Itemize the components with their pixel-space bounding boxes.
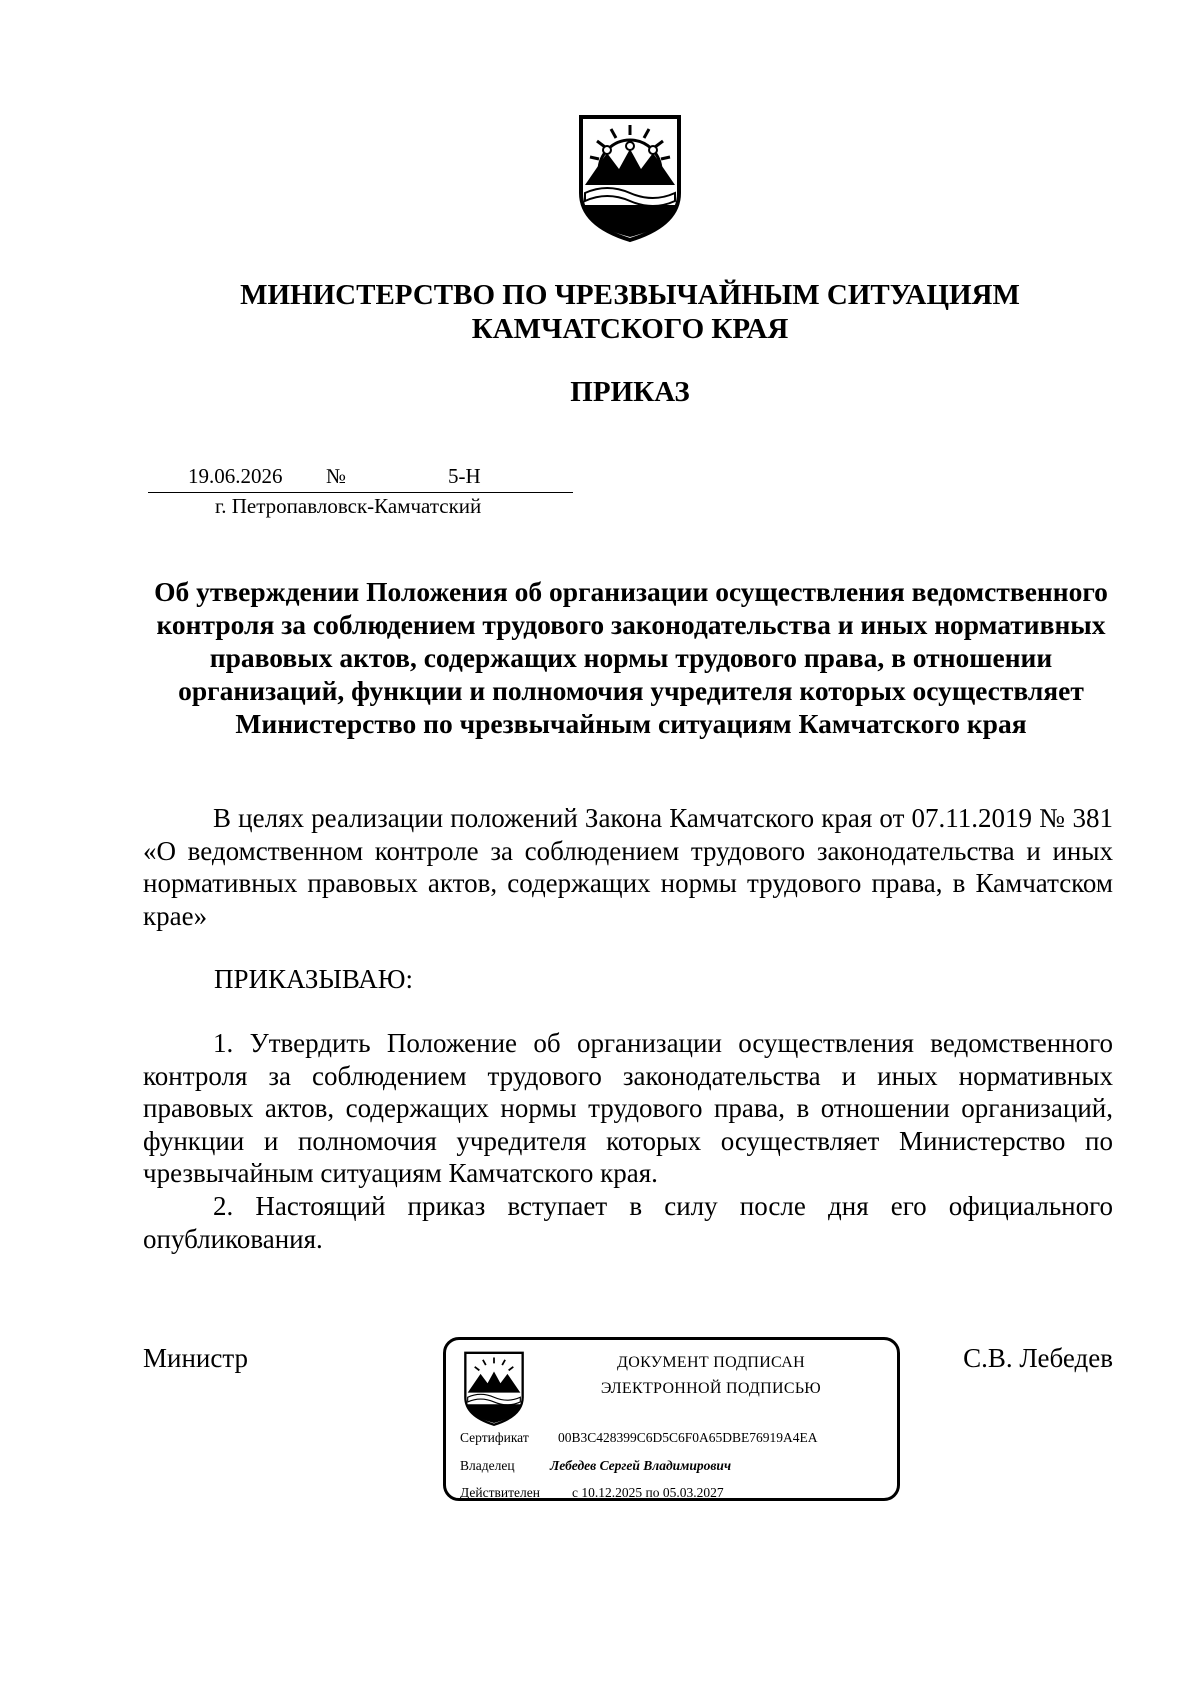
order-item-1: 1. Утвердить Положение об организации осуществления ведомственного контроля за соблюдением трудового законодательства и иных нормативных правовых актов, содержащих нормы трудового права, в отношении организаций, функции и полномочия учредителя которых осуществляет Министерство по чрезвычайным ситуациям Камчатского края. (143, 1028, 1113, 1188)
ministry-line-2: КАМЧАТСКОГО КРАЯ (471, 313, 789, 345)
order-number: 5-Н (448, 464, 481, 488)
stamp-certificate-row (460, 1430, 818, 1446)
certificate-label: Сертификат (460, 1430, 529, 1445)
kamchatka-coat-of-arms-icon (577, 113, 683, 243)
signer-name: С.В. Лебедев (963, 1343, 1113, 1373)
stamp-line-2: ЭЛЕКТРОННОЙ ПОДПИСЬЮ (600, 1380, 822, 1397)
stamp-owner-row (460, 1458, 732, 1474)
signer-position: Министр (143, 1343, 248, 1373)
order-item-2: 2. Настоящий приказ вступает в силу после дня его официального опубликования. (143, 1191, 1113, 1254)
document-type: ПРИКАЗ (570, 376, 690, 408)
number-sign: № (326, 464, 347, 488)
order-date: 19.06.2026 (188, 464, 283, 488)
owner-label: Владелец (460, 1458, 515, 1473)
order-date-number-line (148, 464, 573, 493)
electronic-signature-stamp (443, 1337, 900, 1501)
ministry-name (0, 278, 1200, 346)
validity-label: Действителен (460, 1485, 540, 1500)
owner-value: Лебедев Сергей Владимирович (550, 1458, 732, 1473)
stamp-line-1: ДОКУМЕНТ ПОДПИСАН (617, 1354, 805, 1371)
preamble-paragraph: В целях реализации положений Закона Камчатского края от 07.11.2019 № 381 «О ведомственном контроле за соблюдением трудового законодательства и иных нормативных правовых актов, содержащих нормы трудового права, в Камчатском крае» (143, 803, 1113, 931)
stamp-coat-of-arms-icon (463, 1349, 525, 1428)
document-subject: Об утверждении Положения об организации осуществления ведомственного контроля за соблюдением трудового законодательства и иных нормативных правовых актов, содержащих нормы трудового права, в отношении организаций, функции и полномочия учредителя которых осуществляет Министерство по чрезвычайным ситуациям Камчатского края (154, 576, 1108, 739)
city: г. Петропавловск-Камчатский (215, 494, 482, 518)
certificate-value: 00B3C428399C6D5C6F0A65DBE76919A4EA (558, 1430, 818, 1445)
order-word: ПРИКАЗЫВАЮ: (214, 964, 413, 994)
stamp-validity-row (460, 1485, 724, 1501)
ministry-line-1: МИНИСТЕРСТВО ПО ЧРЕЗВЫЧАЙНЫМ СИТУАЦИЯМ (240, 279, 1020, 311)
stamp-heading (546, 1350, 876, 1402)
validity-value: с 10.12.2025 по 05.03.2027 (572, 1485, 724, 1500)
